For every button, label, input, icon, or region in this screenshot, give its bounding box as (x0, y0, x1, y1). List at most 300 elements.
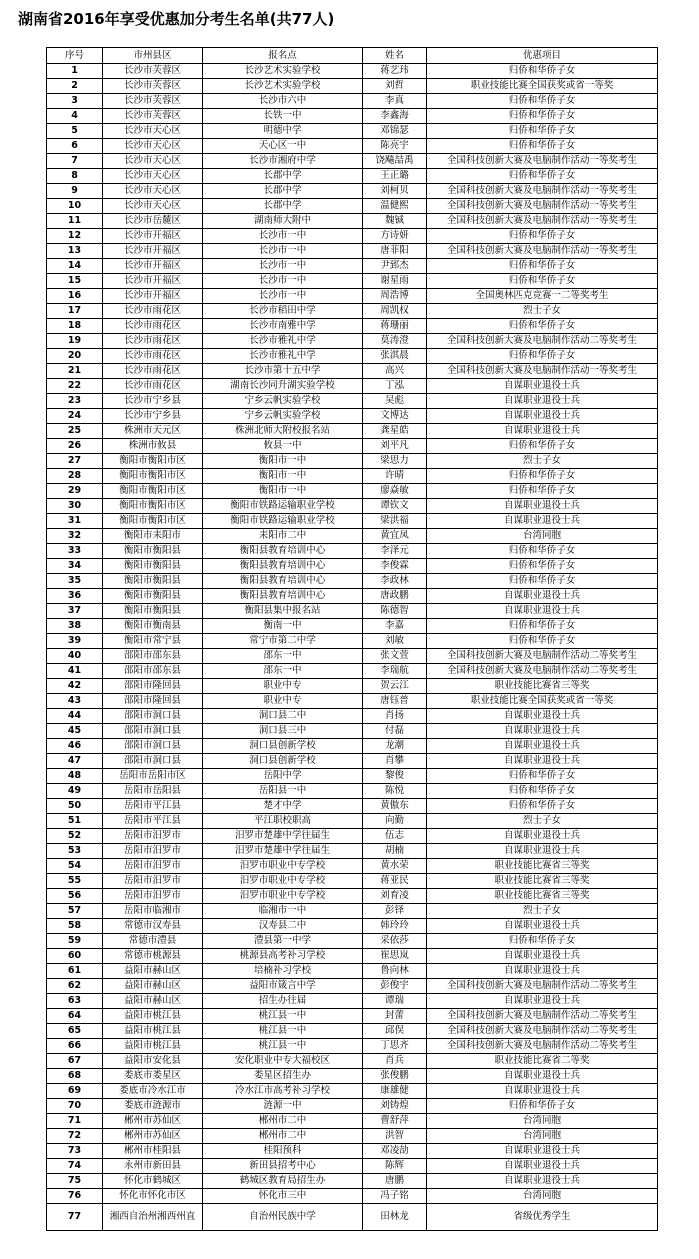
cell-item: 全国科技创新大赛及电脑制作活动二等奖考生 (427, 1009, 658, 1024)
cell-name: 高兴 (363, 364, 427, 379)
cell-region: 长沙市雨花区 (103, 364, 203, 379)
cell-site: 澧县第一中学 (203, 934, 363, 949)
cell-site: 长沙艺术实验学校 (203, 79, 363, 94)
cell-item: 全国科技创新大赛及电脑制作活动一等奖考生 (427, 154, 658, 169)
table-row (47, 544, 658, 559)
cell-no: 29 (47, 484, 103, 499)
cell-site: 湖南师大附中 (203, 214, 363, 229)
cell-region: 岳阳市平江县 (103, 814, 203, 829)
table-row (47, 1159, 658, 1174)
cell-region: 长沙市岳麓区 (103, 214, 203, 229)
cell-region: 岳阳市汨罗市 (103, 889, 203, 904)
cell-item: 归侨和华侨子女 (427, 574, 658, 589)
table-row (47, 214, 658, 229)
cell-no: 38 (47, 619, 103, 634)
cell-name: 韩玲玲 (363, 919, 427, 934)
cell-item: 归侨和华侨子女 (427, 1099, 658, 1114)
table-row (47, 799, 658, 814)
cell-site: 长沙市第十五中学 (203, 364, 363, 379)
cell-region: 长沙市开福区 (103, 274, 203, 289)
cell-region: 长沙市天心区 (103, 154, 203, 169)
cell-site: 岳阳中学 (203, 769, 363, 784)
cell-site: 长沙市一中 (203, 274, 363, 289)
cell-name: 崔思岚 (363, 949, 427, 964)
cell-region: 长沙市芙蓉区 (103, 109, 203, 124)
cell-region: 株洲市天元区 (103, 424, 203, 439)
cell-site: 安化职业中专大福校区 (203, 1054, 363, 1069)
cell-site: 衡阳市一中 (203, 484, 363, 499)
table-row (47, 949, 658, 964)
table-row (47, 454, 658, 469)
cell-item: 自谋职业退役士兵 (427, 604, 658, 619)
cell-no: 8 (47, 169, 103, 184)
table-row (47, 1054, 658, 1069)
table-row (47, 1204, 658, 1231)
cell-no: 21 (47, 364, 103, 379)
cell-item: 全国科技创新大赛及电脑制作活动一等奖考生 (427, 184, 658, 199)
cell-region: 邵阳市洞口县 (103, 709, 203, 724)
cell-no: 41 (47, 664, 103, 679)
cell-item: 归侨和华侨子女 (427, 259, 658, 274)
cell-item: 职业技能比赛全国获奖或省一等奖 (427, 79, 658, 94)
cell-region: 邵阳市隆回县 (103, 694, 203, 709)
cell-item: 职业技能比赛省二等奖 (427, 1054, 658, 1069)
cell-item: 全国科技创新大赛及电脑制作活动二等奖考生 (427, 1039, 658, 1054)
cell-no: 17 (47, 304, 103, 319)
table-row (47, 64, 658, 79)
table-row (47, 409, 658, 424)
table-row (47, 169, 658, 184)
cell-name: 黄宜凤 (363, 529, 427, 544)
cell-region: 长沙市开福区 (103, 289, 203, 304)
cell-no: 3 (47, 94, 103, 109)
cell-region: 衡阳市常宁县 (103, 634, 203, 649)
header-name: 姓名 (363, 48, 427, 64)
cell-item: 台湾同胞 (427, 529, 658, 544)
table-row (47, 334, 658, 349)
cell-item: 归侨和华侨子女 (427, 619, 658, 634)
cell-region: 岳阳市汨罗市 (103, 844, 203, 859)
cell-no: 72 (47, 1129, 103, 1144)
cell-no: 77 (47, 1204, 103, 1231)
cell-region: 益阳市赫山区 (103, 979, 203, 994)
cell-item: 自谋职业退役士兵 (427, 589, 658, 604)
cell-name: 唐鹏 (363, 1174, 427, 1189)
cell-region: 常德市汉寿县 (103, 919, 203, 934)
cell-region: 娄底市涟源市 (103, 1099, 203, 1114)
cell-site: 衡阳市一中 (203, 469, 363, 484)
cell-name: 黄水荣 (363, 859, 427, 874)
cell-item: 自谋职业退役士兵 (427, 409, 658, 424)
table-row (47, 394, 658, 409)
cell-no: 66 (47, 1039, 103, 1054)
cell-region: 岳阳市汨罗市 (103, 874, 203, 889)
cell-region: 湘西自治州湘西州直 (103, 1204, 203, 1231)
header-region: 市州县区 (103, 48, 203, 64)
cell-region: 岳阳市岳阳县 (103, 784, 203, 799)
cell-site: 新田县招考中心 (203, 1159, 363, 1174)
cell-no: 26 (47, 439, 103, 454)
cell-item: 全国科技创新大赛及电脑制作活动二等奖考生 (427, 664, 658, 679)
cell-region: 长沙市天心区 (103, 139, 203, 154)
cell-name: 肖攀 (363, 754, 427, 769)
table-row (47, 589, 658, 604)
cell-region: 长沙市开福区 (103, 244, 203, 259)
cell-item: 归侨和华侨子女 (427, 349, 658, 364)
cell-no: 53 (47, 844, 103, 859)
cell-name: 唐菲阳 (363, 244, 427, 259)
table-row (47, 349, 658, 364)
cell-item: 台湾同胞 (427, 1129, 658, 1144)
table-row (47, 1099, 658, 1114)
cell-site: 明德中学 (203, 124, 363, 139)
cell-no: 40 (47, 649, 103, 664)
cell-no: 60 (47, 949, 103, 964)
cell-region: 益阳市桃江县 (103, 1009, 203, 1024)
cell-site: 衡阳市铁路运输职业学校 (203, 514, 363, 529)
cell-site: 桃源县高考补习学校 (203, 949, 363, 964)
cell-item: 自谋职业退役士兵 (427, 1144, 658, 1159)
cell-name: 谭钦文 (363, 499, 427, 514)
cell-region: 益阳市桃江县 (103, 1024, 203, 1039)
cell-name: 刘敏 (363, 634, 427, 649)
cell-site: 职业中专 (203, 694, 363, 709)
cell-site: 桃江县一中 (203, 1024, 363, 1039)
cell-no: 42 (47, 679, 103, 694)
cell-item: 归侨和华侨子女 (427, 634, 658, 649)
cell-name: 丁思齐 (363, 1039, 427, 1054)
cell-site: 鹤城区教育局招生办 (203, 1174, 363, 1189)
cell-region: 永州市新田县 (103, 1159, 203, 1174)
table-row (47, 109, 658, 124)
cell-name: 陈德智 (363, 604, 427, 619)
cell-region: 衡阳市衡阳市区 (103, 484, 203, 499)
cell-region: 衡阳市衡阳县 (103, 574, 203, 589)
table-row (47, 94, 658, 109)
cell-site: 桃江县一中 (203, 1039, 363, 1054)
cell-region: 长沙市雨花区 (103, 379, 203, 394)
cell-name: 龙潮 (363, 739, 427, 754)
cell-name: 方诗妍 (363, 229, 427, 244)
cell-site: 汉寿县二中 (203, 919, 363, 934)
cell-item: 归侨和华侨子女 (427, 139, 658, 154)
cell-site: 汨罗市楚雄中学往届生 (203, 829, 363, 844)
table-row (47, 1129, 658, 1144)
cell-site: 郴州市二中 (203, 1114, 363, 1129)
header-item: 优惠项目 (427, 48, 658, 64)
table-row (47, 499, 658, 514)
cell-no: 49 (47, 784, 103, 799)
cell-site: 自治州民族中学 (203, 1204, 363, 1231)
cell-region: 益阳市赫山区 (103, 994, 203, 1009)
cell-no: 24 (47, 409, 103, 424)
cell-region: 邵阳市隆回县 (103, 679, 203, 694)
cell-region: 岳阳市岳阳市区 (103, 769, 203, 784)
cell-name: 李泽元 (363, 544, 427, 559)
cell-item: 自谋职业退役士兵 (427, 844, 658, 859)
cell-no: 27 (47, 454, 103, 469)
cell-no: 61 (47, 964, 103, 979)
cell-region: 邵阳市洞口县 (103, 724, 203, 739)
table-row (47, 514, 658, 529)
cell-no: 52 (47, 829, 103, 844)
cell-no: 31 (47, 514, 103, 529)
cell-name: 王正璐 (363, 169, 427, 184)
cell-site: 怀化市三中 (203, 1189, 363, 1204)
cell-no: 50 (47, 799, 103, 814)
cell-region: 衡阳市衡阳县 (103, 589, 203, 604)
table-row (47, 919, 658, 934)
cell-site: 株洲北师大附校报名站 (203, 424, 363, 439)
cell-item: 归侨和华侨子女 (427, 469, 658, 484)
cell-site: 长沙市一中 (203, 289, 363, 304)
cell-item: 自谋职业退役士兵 (427, 829, 658, 844)
cell-item: 全国科技创新大赛及电脑制作活动二等奖考生 (427, 1024, 658, 1039)
cell-region: 邵阳市洞口县 (103, 754, 203, 769)
cell-item: 自谋职业退役士兵 (427, 1174, 658, 1189)
cell-name: 贺云江 (363, 679, 427, 694)
cell-no: 43 (47, 694, 103, 709)
cell-no: 73 (47, 1144, 103, 1159)
cell-item: 全国科技创新大赛及电脑制作活动一等奖考生 (427, 214, 658, 229)
table-row (47, 694, 658, 709)
cell-name: 许晴 (363, 469, 427, 484)
cell-site: 长铁一中 (203, 109, 363, 124)
cell-site: 洞口县二中 (203, 709, 363, 724)
cell-site: 洞口县三中 (203, 724, 363, 739)
cell-region: 岳阳市汨罗市 (103, 859, 203, 874)
cell-item: 自谋职业退役士兵 (427, 709, 658, 724)
cell-name: 刘柯贝 (363, 184, 427, 199)
cell-name: 彭俊宇 (363, 979, 427, 994)
cell-no: 62 (47, 979, 103, 994)
table-row (47, 244, 658, 259)
table-row (47, 1084, 658, 1099)
cell-no: 16 (47, 289, 103, 304)
table-row (47, 229, 658, 244)
cell-name: 文博达 (363, 409, 427, 424)
table-row (47, 1189, 658, 1204)
cell-region: 衡阳市衡阳市区 (103, 514, 203, 529)
table-row (47, 859, 658, 874)
cell-no: 14 (47, 259, 103, 274)
cell-name: 李真 (363, 94, 427, 109)
cell-name: 张俊鹏 (363, 1069, 427, 1084)
cell-item: 全国科技创新大赛及电脑制作活动二等奖考生 (427, 979, 658, 994)
cell-region: 益阳市安化县 (103, 1054, 203, 1069)
cell-no: 45 (47, 724, 103, 739)
cell-item: 归侨和华侨子女 (427, 94, 658, 109)
table-row (47, 154, 658, 169)
cell-name: 李鑫海 (363, 109, 427, 124)
cell-name: 莫涛澄 (363, 334, 427, 349)
cell-name: 康雄健 (363, 1084, 427, 1099)
table-row (47, 649, 658, 664)
cell-region: 邵阳市邵东县 (103, 649, 203, 664)
cell-no: 9 (47, 184, 103, 199)
cell-no: 48 (47, 769, 103, 784)
table-row (47, 634, 658, 649)
table-row (47, 1144, 658, 1159)
cell-no: 35 (47, 574, 103, 589)
cell-site: 汨罗市职业中专学校 (203, 874, 363, 889)
cell-no: 44 (47, 709, 103, 724)
cell-no: 18 (47, 319, 103, 334)
cell-site: 桂阳预科 (203, 1144, 363, 1159)
cell-item: 全国科技创新大赛及电脑制作活动一等奖考生 (427, 364, 658, 379)
cell-item: 烈士子女 (427, 304, 658, 319)
cell-item: 烈士子女 (427, 814, 658, 829)
table-row (47, 574, 658, 589)
cell-site: 长沙市雅礼中学 (203, 334, 363, 349)
cell-name: 龚星皓 (363, 424, 427, 439)
table-row (47, 679, 658, 694)
table-row (47, 289, 658, 304)
cell-name: 周凯权 (363, 304, 427, 319)
cell-no: 28 (47, 469, 103, 484)
cell-no: 32 (47, 529, 103, 544)
table-row (47, 424, 658, 439)
cell-site: 邵东一中 (203, 664, 363, 679)
cell-no: 25 (47, 424, 103, 439)
cell-site: 邵东一中 (203, 649, 363, 664)
cell-name: 谢星雨 (363, 274, 427, 289)
table-row (47, 364, 658, 379)
table-row (47, 1069, 658, 1084)
cell-region: 长沙市芙蓉区 (103, 64, 203, 79)
cell-name: 李嘉 (363, 619, 427, 634)
cell-region: 长沙市芙蓉区 (103, 94, 203, 109)
cell-no: 34 (47, 559, 103, 574)
cell-site: 洞口县创新学校 (203, 754, 363, 769)
table-body (47, 64, 658, 1231)
cell-name: 廖焱敏 (363, 484, 427, 499)
cell-item: 自谋职业退役士兵 (427, 1084, 658, 1099)
cell-region: 郴州市苏仙区 (103, 1114, 203, 1129)
cell-region: 怀化市鹤城区 (103, 1174, 203, 1189)
cell-name: 唐钰普 (363, 694, 427, 709)
cell-site: 常宁市第二中学 (203, 634, 363, 649)
cell-item: 自谋职业退役士兵 (427, 994, 658, 1009)
cell-site: 攸县一中 (203, 439, 363, 454)
cell-no: 67 (47, 1054, 103, 1069)
cell-item: 归侨和华侨子女 (427, 769, 658, 784)
table-row (47, 1174, 658, 1189)
cell-region: 长沙市开福区 (103, 259, 203, 274)
cell-region: 益阳市赫山区 (103, 964, 203, 979)
table-row (47, 1009, 658, 1024)
cell-item: 归侨和华侨子女 (427, 544, 658, 559)
cell-region: 益阳市桃江县 (103, 1039, 203, 1054)
cell-name: 温健熙 (363, 199, 427, 214)
cell-region: 衡阳市耒阳市 (103, 529, 203, 544)
cell-region: 长沙市天心区 (103, 199, 203, 214)
cell-item: 烈士子女 (427, 904, 658, 919)
cell-no: 70 (47, 1099, 103, 1114)
cell-name: 向勤 (363, 814, 427, 829)
cell-name: 胡楠 (363, 844, 427, 859)
cell-name: 饶飚喆禹 (363, 154, 427, 169)
cell-region: 长沙市雨花区 (103, 304, 203, 319)
cell-name: 田林龙 (363, 1204, 427, 1231)
cell-item: 全国奥林匹克竞赛一二等奖考生 (427, 289, 658, 304)
cell-site: 长沙市一中 (203, 259, 363, 274)
cell-site: 耒阳市二中 (203, 529, 363, 544)
cell-site: 长沙市湘府中学 (203, 154, 363, 169)
cell-item: 归侨和华侨子女 (427, 784, 658, 799)
cell-item: 全国科技创新大赛及电脑制作活动二等奖考生 (427, 649, 658, 664)
cell-site: 益阳市箴言中学 (203, 979, 363, 994)
cell-item: 全国科技创新大赛及电脑制作活动一等奖考生 (427, 199, 658, 214)
cell-no: 76 (47, 1189, 103, 1204)
cell-site: 长沙市稻田中学 (203, 304, 363, 319)
cell-site: 楚才中学 (203, 799, 363, 814)
cell-name: 彭铎 (363, 904, 427, 919)
cell-no: 6 (47, 139, 103, 154)
page-title: 湖南省2016年享受优惠加分考生名单(共77人) (18, 10, 335, 28)
cell-item: 自谋职业退役士兵 (427, 754, 658, 769)
cell-item: 自谋职业退役士兵 (427, 379, 658, 394)
cell-no: 56 (47, 889, 103, 904)
table-row (47, 664, 658, 679)
cell-no: 63 (47, 994, 103, 1009)
cell-no: 68 (47, 1069, 103, 1084)
cell-no: 71 (47, 1114, 103, 1129)
cell-no: 64 (47, 1009, 103, 1024)
cell-item: 台湾同胞 (427, 1189, 658, 1204)
cell-site: 衡阳县教育培训中心 (203, 559, 363, 574)
cell-item: 职业技能比赛省三等奖 (427, 889, 658, 904)
cell-name: 冯子铭 (363, 1189, 427, 1204)
cell-name: 唐政鹏 (363, 589, 427, 604)
cell-name: 梁思力 (363, 454, 427, 469)
table-header-row (47, 48, 658, 64)
table-row (47, 814, 658, 829)
cell-site: 衡阳县教育培训中心 (203, 574, 363, 589)
table-row (47, 844, 658, 859)
table-row (47, 994, 658, 1009)
cell-site: 长沙市一中 (203, 244, 363, 259)
cell-site: 涟源一中 (203, 1099, 363, 1114)
cell-name: 肖扬 (363, 709, 427, 724)
cell-region: 长沙市天心区 (103, 124, 203, 139)
cell-site: 衡阳县集中报名站 (203, 604, 363, 619)
cell-name: 张文萱 (363, 649, 427, 664)
cell-no: 74 (47, 1159, 103, 1174)
cell-no: 20 (47, 349, 103, 364)
cell-region: 常德市桃源县 (103, 949, 203, 964)
cell-region: 长沙市开福区 (103, 229, 203, 244)
cell-item: 自谋职业退役士兵 (427, 739, 658, 754)
cell-item: 自谋职业退役士兵 (427, 919, 658, 934)
cell-item: 全国科技创新大赛及电脑制作活动二等奖考生 (427, 334, 658, 349)
cell-no: 2 (47, 79, 103, 94)
cell-name: 蒋亚民 (363, 874, 427, 889)
header-site: 报名点 (203, 48, 363, 64)
cell-region: 长沙市雨花区 (103, 319, 203, 334)
cell-region: 衡阳市衡阳市区 (103, 469, 203, 484)
cell-no: 11 (47, 214, 103, 229)
table-row (47, 379, 658, 394)
cell-item: 自谋职业退役士兵 (427, 964, 658, 979)
cell-item: 归侨和华侨子女 (427, 229, 658, 244)
cell-region: 衡阳市衡阳县 (103, 559, 203, 574)
cell-site: 长沙市雅礼中学 (203, 349, 363, 364)
cell-name: 邓锦瑟 (363, 124, 427, 139)
cell-name: 刘铸煌 (363, 1099, 427, 1114)
table-row (47, 604, 658, 619)
table-row (47, 739, 658, 754)
